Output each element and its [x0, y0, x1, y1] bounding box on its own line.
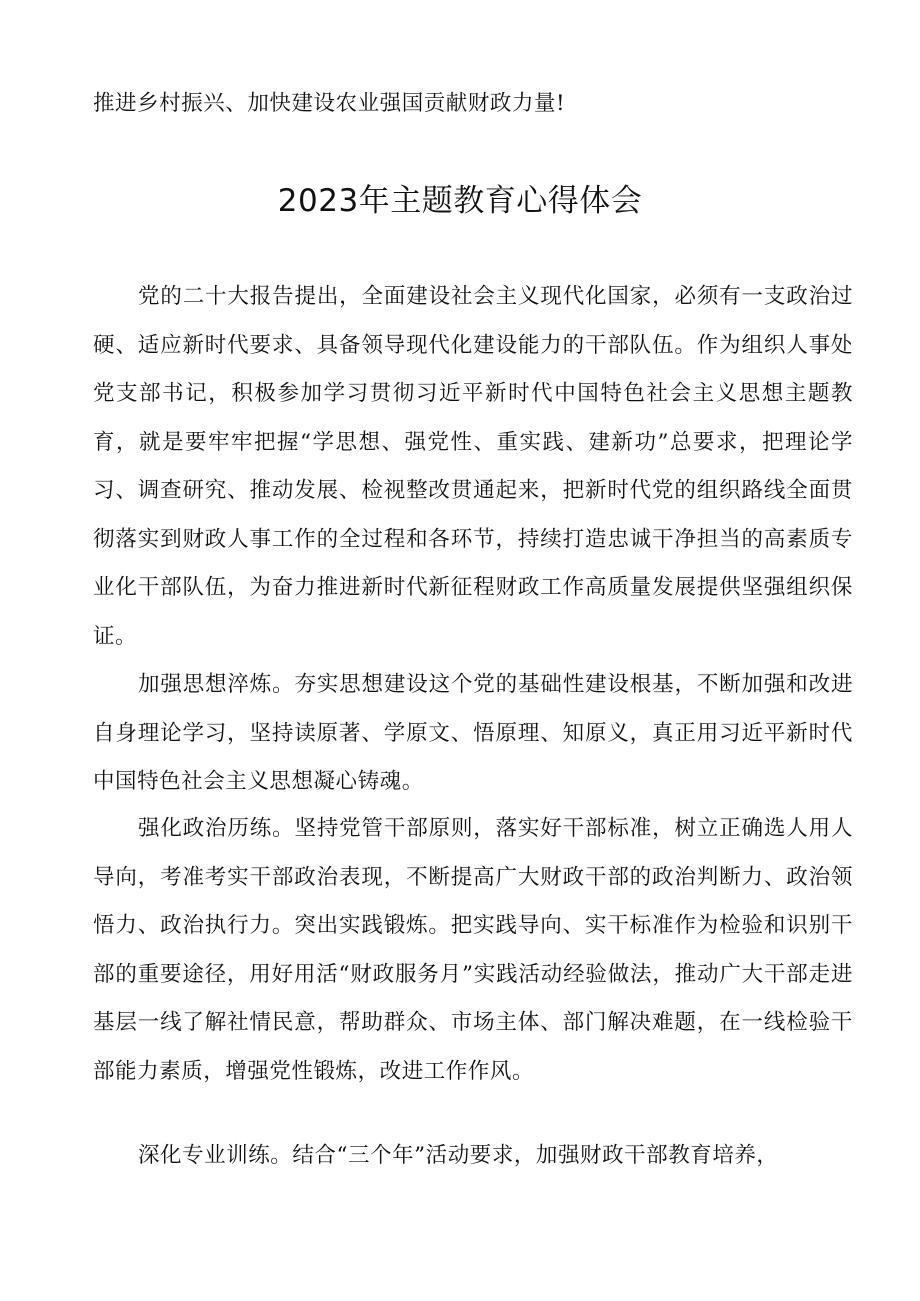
- intro-tail-paragraph: 推进乡村振兴、加快建设农业强国贡献财政力量!: [93, 91, 566, 116]
- document-title: 2023年主题教育心得体会: [277, 183, 643, 219]
- body-paragraph-2: 加强思想淬炼。夯实思想建设这个党的基础性建设根基，不断加强和改进自身理论学习，坚持读原著、学原文、悟原理、知原义，真正用习近平新时代中国特色社会主义思想凝心铸魂。: [93, 672, 853, 794]
- body-paragraph-3: 强化政治历练。坚持党管干部原则，落实好干部标准，树立正确选人用人导向，考准考实干部政治表现，不断提高广大财政干部的政治判断力、政治领悟力、政治执行力。突出实践锻炼。把实践导向、实干标准作为检验和识别干部的重要途径，用好用活“财政服务月”实践活动经验做法，推动广大干部走进基层一线了解社情民意，帮助群众、市场主体、部门解决难题，在一线检验干部能力素质，增强党性锻炼，改进工作作风。: [93, 816, 853, 1084]
- body-paragraph-1: 党的二十大报告提出，全面建设社会主义现代化国家，必须有一支政治过硬、适应新时代要求、具备领导现代化建设能力的干部队伍。作为组织人事处党支部书记，积极参加学习贯彻习近平新时代中国特色社会主义思想主题教育，就是要牢牢把握“学思想、强党性、重实践、建新功”总要求，把理论学习、调查研究、推动发展、检视整改贯通起来，把新时代党的组织路线全面贯彻落实到财政人事工作的全过程和各环节，持续打造忠诚干净担当的高素质专业化干部队伍，为奋力推进新时代新征程财政工作高质量发展提供坚强组织保证。: [93, 284, 853, 649]
- body-paragraph-4: 深化专业训练。结合“三个年”活动要求，加强财政干部教育培养，: [138, 1143, 779, 1168]
